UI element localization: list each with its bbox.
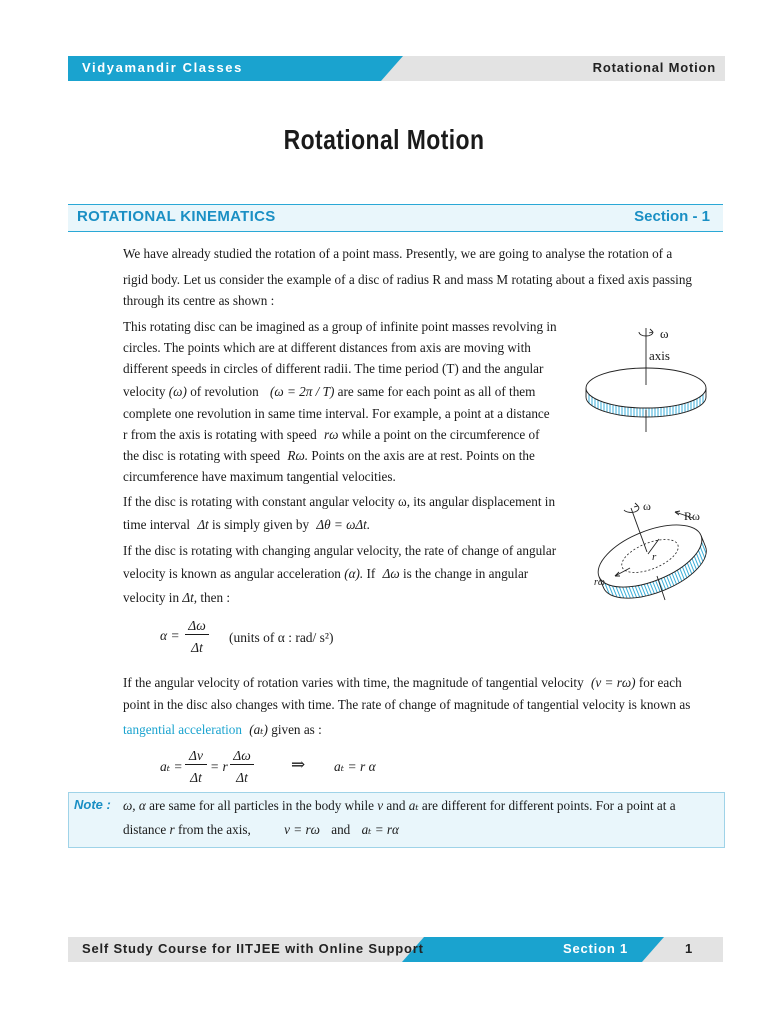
omega-label-2: ω [643, 499, 651, 513]
eq1-denominator: Δt [191, 640, 203, 655]
para4-line-2: velocity is known as angular acceleration (α). If Δω is the change in angular [123, 566, 529, 581]
para2-line-3: different speeds in circles of different radii. The time period (T) and the angular [123, 361, 544, 376]
intro-line-2: rigid body. Let us consider the example of a disc of radius R and mass M rotating about a fixed axis passing [123, 272, 693, 287]
para5-line-1: If the angular velocity of rotation varies with time, the magnitude of tangential velocity (v = rω) for each [123, 675, 682, 690]
para5-line-3: tangential acceleration (aₜ) given as : [123, 722, 322, 737]
eq2-denominator-1: Δt [190, 770, 202, 785]
section-title: ROTATIONAL KINEMATICS [77, 208, 276, 225]
eq1-lhs: α = [160, 628, 180, 643]
para2-line-1: This rotating disc can be imagined as a group of infinite point masses revolving in [123, 319, 557, 334]
eq2-denominator-2: Δt [236, 770, 248, 785]
footer-course-title: Self Study Course for IITJEE with Online Support [82, 941, 424, 956]
page-title: Rotational Motion [283, 124, 485, 155]
eq1-units: (units of α : rad/ s²) [229, 630, 334, 645]
eq2-rhs: aₜ = r α [334, 759, 376, 774]
header-brand: Vidyamandir Classes [82, 60, 243, 75]
r-omega-big-label: Rω [684, 509, 700, 523]
eq2-lhs: aₜ = [160, 759, 183, 774]
disc-figure-2 [585, 490, 725, 612]
para5-line-2: point in the disc also changes with time. The rate of change of magnitude of tangential velocity is known as [123, 697, 691, 712]
eq1-numerator: Δω [185, 618, 209, 635]
eq2-numerator-1: Δv [185, 748, 207, 765]
intro-line-1: We have already studied the rotation of a point mass. Presently, we are going to analyse the rotation of a [123, 246, 673, 261]
header-chapter: Rotational Motion [592, 60, 716, 75]
para3-line-1: If the disc is rotating with constant angular velocity ω, its angular displacement in [123, 494, 556, 509]
para2-line-7: the disc is rotating with speed Rω. Points on the axis are at rest. Points on the [123, 448, 535, 463]
radius-label: r [652, 551, 657, 563]
para4-line-1: If the disc is rotating with changing angular velocity, the rate of change of angular [123, 543, 557, 558]
para2-line-6: r from the axis is rotating with speed rω while a point on the circumference of [123, 427, 540, 442]
para3-line-2: time interval Δt is simply given by Δθ = ωΔt. [123, 517, 371, 532]
footer-section: Section 1 [563, 941, 628, 956]
note-line-1: ω, α are same for all particles in the body while v and aₜ are different for different points. For a point at a [123, 798, 676, 813]
para2-line-2: circles. The points which are at different distances from axis are moving with [123, 340, 531, 355]
note-label: Note : [74, 797, 111, 812]
axis-label: axis [649, 348, 670, 363]
omega-label: ω [660, 326, 669, 341]
page-number: 1 [685, 941, 693, 956]
implies-arrow: ⇒ [291, 755, 306, 774]
eq2-mid: = r [210, 759, 228, 774]
disc-figure-1 [576, 318, 721, 438]
intro-line-3: through its centre as shown : [123, 293, 275, 308]
para2-line-5: complete one revolution in same time interval. For example, a point at a distance [123, 406, 550, 421]
r-omega-small-label: rω [594, 577, 605, 588]
para2-line-8: circumference have maximum tangential velocities. [123, 469, 396, 484]
section-label: Section - 1 [634, 208, 710, 225]
tangential-acceleration-link[interactable]: tangential acceleration [123, 722, 242, 737]
para2-line-4: velocity (ω) of revolution (ω = 2π / T) are same for each point as all of them [123, 384, 536, 399]
eq2-numerator-2: Δω [230, 748, 254, 765]
note-line-2: distance r from the axis, v = rω and aₜ = rα [123, 822, 399, 837]
para4-line-3: velocity in Δt, then : [123, 590, 231, 605]
